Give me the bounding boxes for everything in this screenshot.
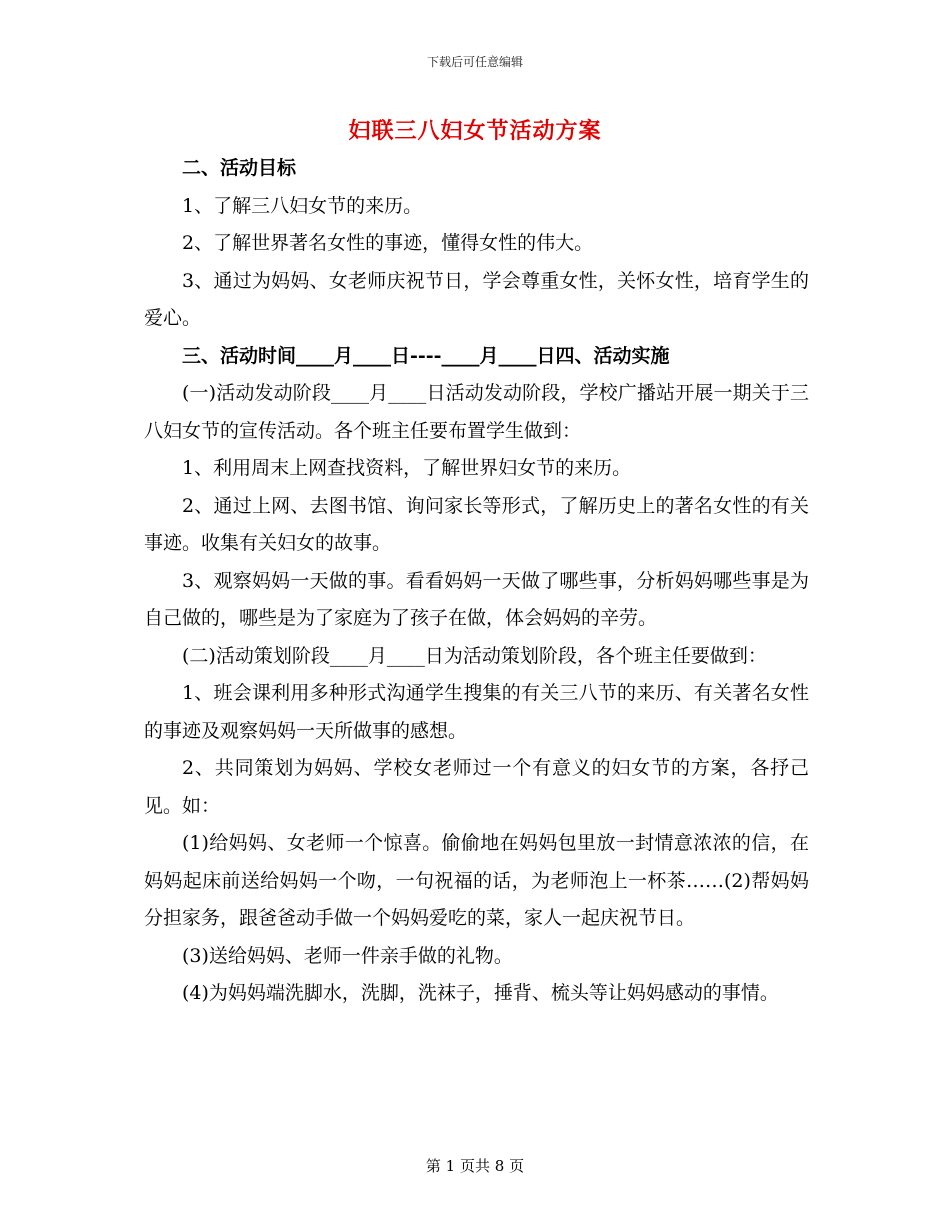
document-title: 妇联三八妇女节活动方案 [348,118,602,144]
paragraph: 2、了解世界著名女性的事迹，懂得女性的伟大。 [182,232,594,254]
paragraph: 3、通过为妈妈、女老师庆祝节日，学会尊重女性，关怀女性，培育学生的爱心。 [144,269,809,329]
paragraph: (4)为妈妈端洗脚水，洗脚，洗袜子，捶背、梳头等让妈妈感动的事情。 [182,982,779,1004]
paragraph: (1)给妈妈、女老师一个惊喜。偷偷地在妈妈包里放一封情意浓浓的信，在妈妈起床前送给妈妈一个吻，一句祝福的话，为老师泡上一杯茶……(2)帮妈妈分担家务，跟爸爸动手做一个妈妈爱吃的菜，家人一起庆祝节日。 [144,832,809,929]
section-heading-goals: 二、活动目标 [182,157,297,179]
page-footer: 第 1 页共 8 页 [425,1157,525,1175]
paragraph: 3、观察妈妈一天做的事。看看妈妈一天做了哪些事，分析妈妈哪些事是为自己做的，哪些是为了家庭为了孩子在做，体会妈妈的辛劳。 [144,569,809,629]
paragraph: 1、了解三八妇女节的来历。 [182,194,423,217]
paragraph: 2、通过上网、去图书馆、询问家长等形式，了解历史上的著名女性的有关事迹。收集有关妇女的故事。 [144,494,809,554]
paragraph: 1、利用周末上网查找资料，了解世界妇女节的来历。 [182,457,632,479]
section-heading-time: 三、活动时间____月____日----____月____日四、活动实施 [182,344,670,367]
paragraph: (二)活动策划阶段____月____日为活动策划阶段，各个班主任要做到： [182,644,767,667]
paragraph: 2、共同策划为妈妈、学校女老师过一个有意义的妇女节的方案，各抒己见。如： [144,757,809,817]
document-body [144,150,809,1013]
paragraph: (一)活动发动阶段____月____日活动发动阶段，学校广播站开展一期关于三八妇女节的宣传活动。各个班主任要布置学生做到： [144,382,809,442]
page-header: 下载后可任意编辑 [426,55,523,69]
paragraph: 1、班会课利用多种形式沟通学生搜集的有关三八节的来历、有关著名女性的事迹及观察妈妈一天所做事的感想。 [144,682,809,742]
paragraph: (3)送给妈妈、老师一件亲手做的礼物。 [182,944,513,967]
